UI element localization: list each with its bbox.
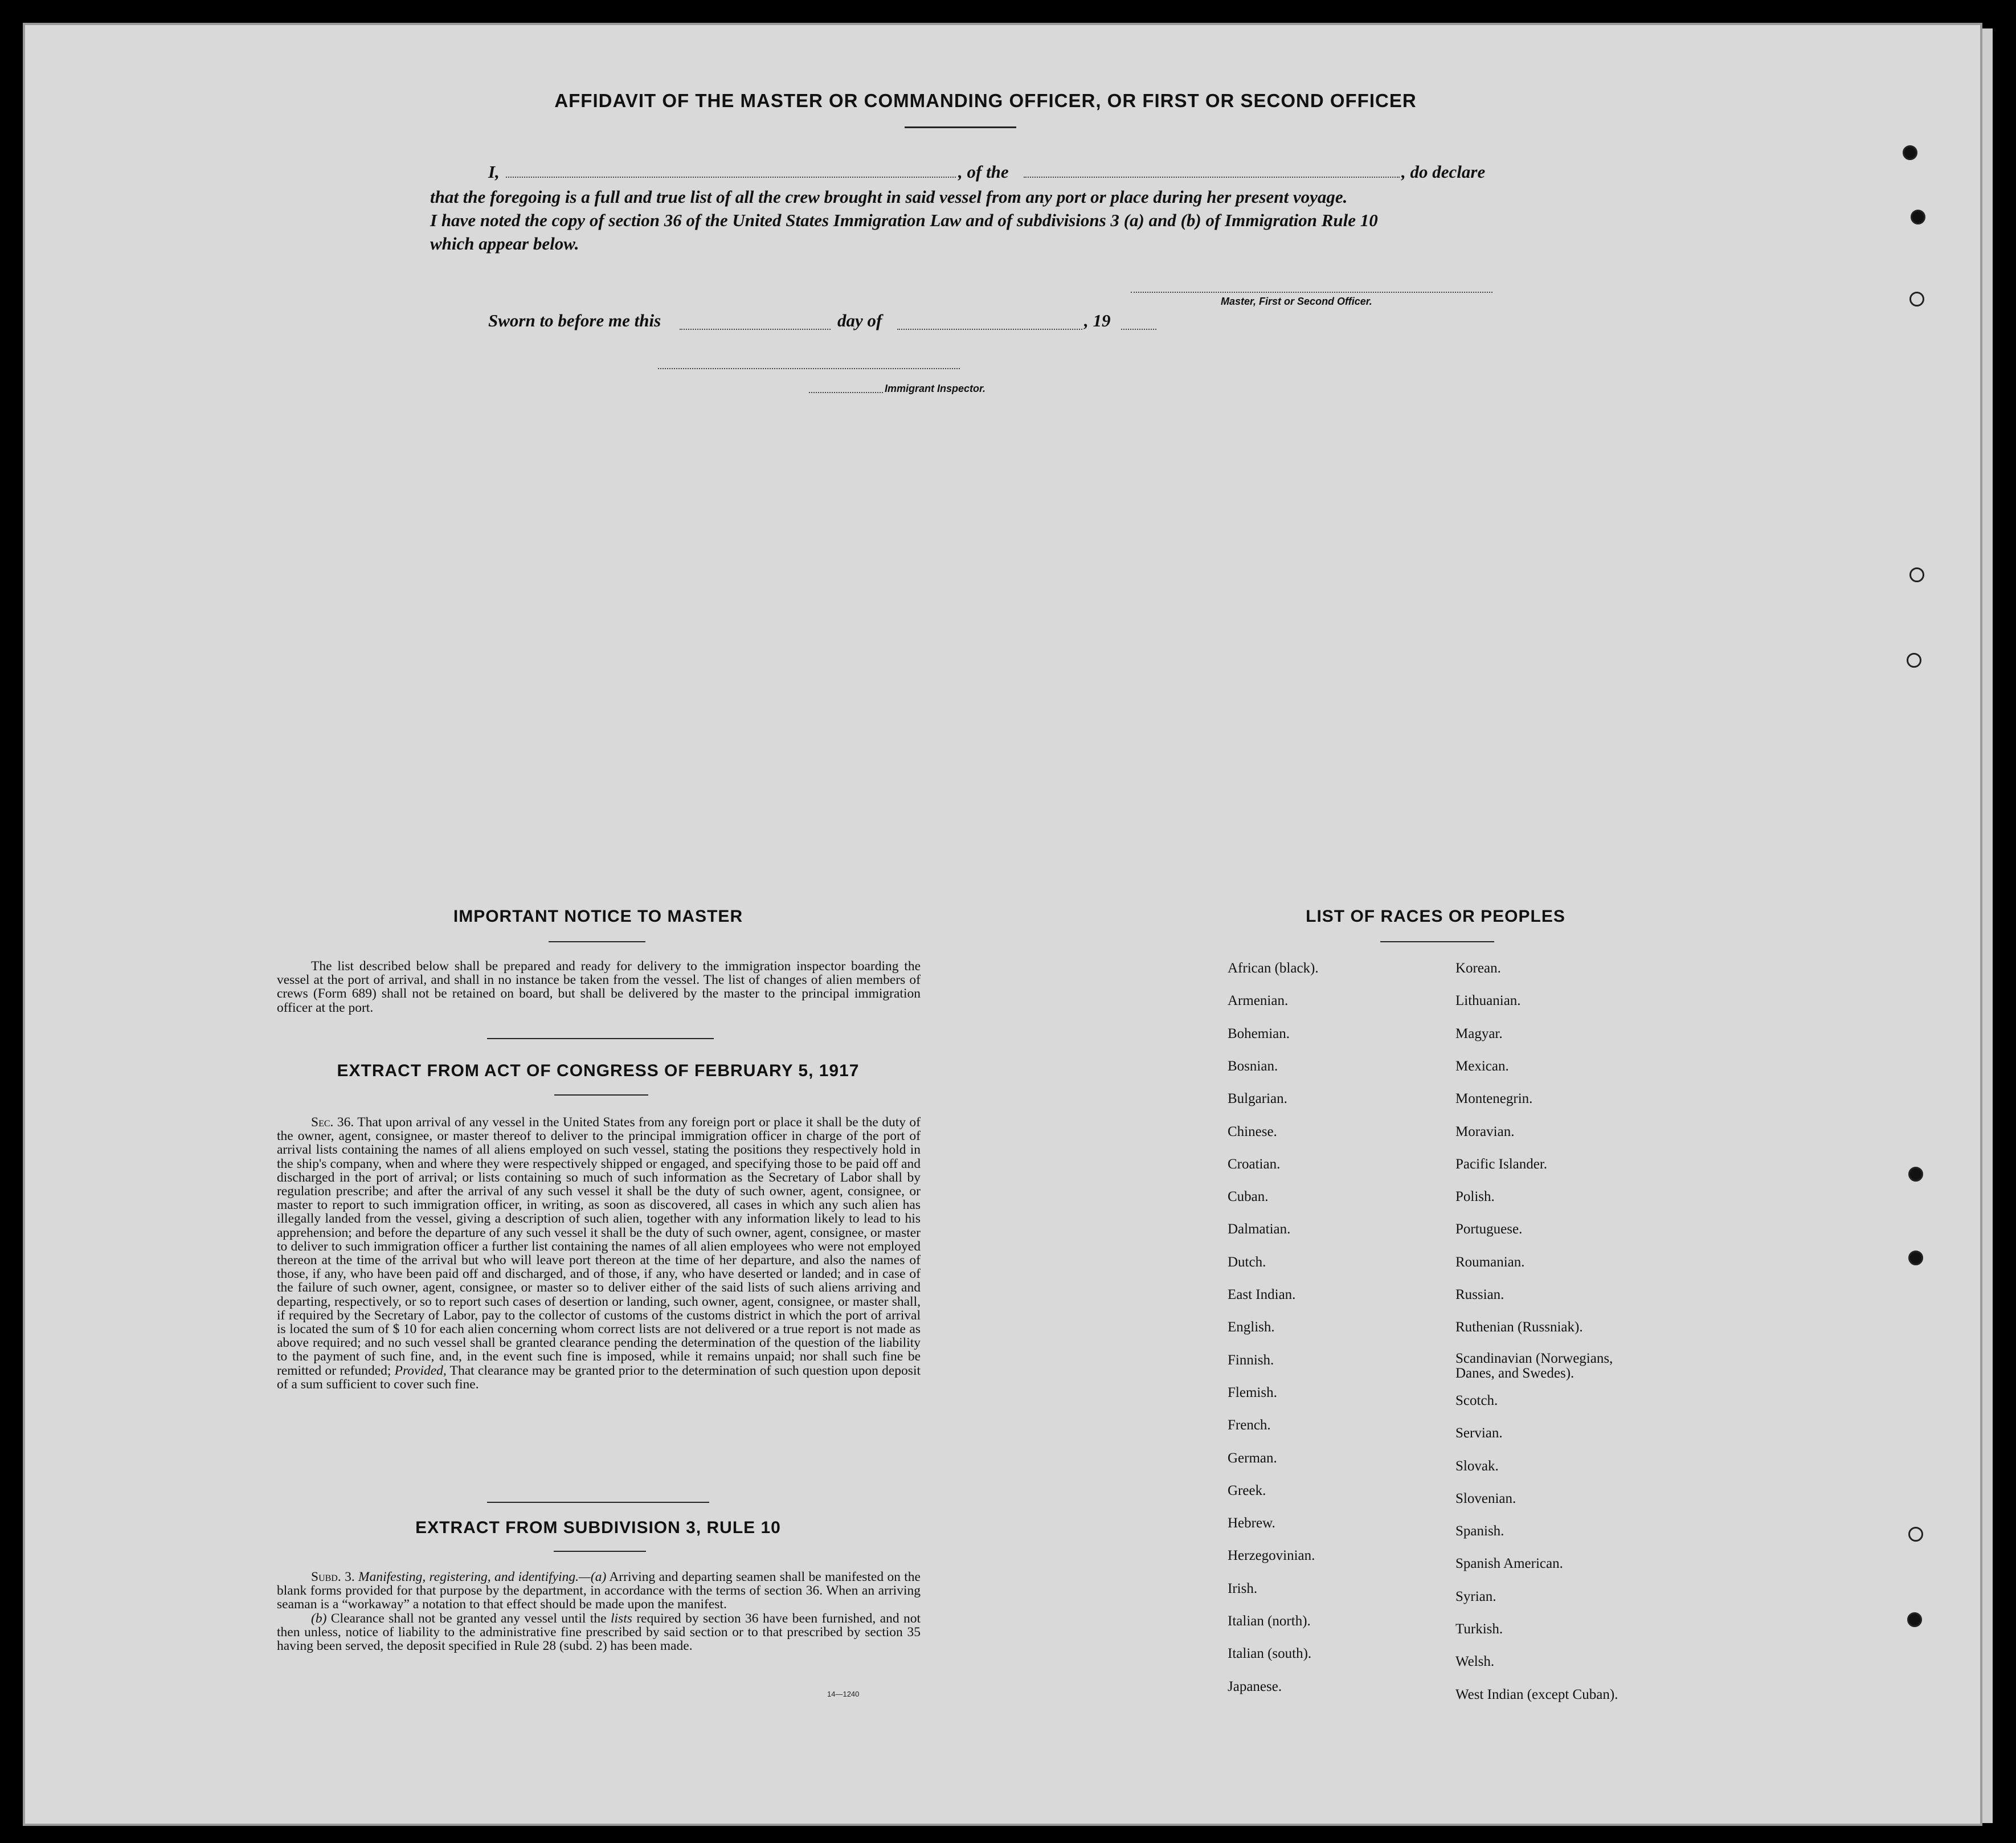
form-number: 14—1240 <box>827 1690 860 1698</box>
race-item: Italian (north). <box>1228 1613 1311 1629</box>
affidavit-line-3: I have noted the copy of section 36 of the United States Immigration Law and of subdivisions 3 (a) and (b) of Immigration Rule 10 <box>430 210 1378 230</box>
day-of-text: day of <box>837 310 882 330</box>
race-item: Finnish. <box>1228 1352 1274 1368</box>
races-title: LIST OF RACES OR PEOPLES <box>1306 907 1565 926</box>
race-item: Montenegrin. <box>1455 1091 1533 1107</box>
race-item: Servian. <box>1455 1425 1503 1441</box>
notice-divider <box>487 1038 714 1039</box>
race-item: Portuguese. <box>1455 1221 1523 1237</box>
race-item: Magyar. <box>1455 1025 1503 1041</box>
inspector-label: Immigrant Inspector. <box>885 383 986 394</box>
race-item: Japanese. <box>1228 1678 1282 1694</box>
binder-hole-icon <box>1908 1527 1923 1542</box>
affidavit-line-2: that the foregoing is a full and true list of all the crew brought in said vessel from any port or place during her present voyage. <box>430 187 1348 207</box>
race-item: East Indian. <box>1228 1287 1296 1302</box>
race-item: German. <box>1228 1450 1277 1466</box>
binder-hole-icon <box>1907 1612 1922 1627</box>
affidavit-declare: , do declare <box>1401 162 1486 182</box>
race-item: Ruthenian (Russniak). <box>1455 1319 1583 1335</box>
act-sec-label: Sec. <box>311 1115 334 1130</box>
race-item: Slovenian. <box>1455 1490 1516 1506</box>
race-item: Lithuanian. <box>1455 993 1521 1009</box>
sworn-year-field[interactable] <box>1121 329 1156 330</box>
race-item: French. <box>1228 1417 1271 1433</box>
race-item: Syrian. <box>1455 1588 1496 1604</box>
inspector-lead-dots <box>809 392 883 393</box>
rule-subd-label: Subd. <box>311 1570 341 1584</box>
binder-hole-icon <box>1909 567 1924 582</box>
race-item: Cuban. <box>1228 1189 1269 1205</box>
vessel-field[interactable] <box>1024 177 1400 178</box>
notice-title: IMPORTANT NOTICE TO MASTER <box>453 907 743 926</box>
binder-hole-icon <box>1909 292 1924 307</box>
binder-hole-icon <box>1908 1167 1923 1182</box>
master-label: Master, First or Second Officer. <box>1221 296 1372 307</box>
affidavit-line-1 <box>488 162 500 182</box>
notice-title-rule <box>549 941 645 942</box>
race-item: Korean. <box>1455 961 1501 976</box>
binder-hole-icon <box>1911 210 1925 224</box>
act-body-a: 36. That upon arrival of any vessel in the United States from any foreign port or place it shall be the duty of the owner, agent, consignee, or master thereof to deliver to the principal immigration officer in charge of the port of arrival lists containing the names of all aliens employed on such vessel, stating the positions they respectively hold in the ship's company, when and where they were respectively shipped or engaged, and specifying those to be paid off and discharged in the port of arrival; or lists containing so much of such information as the Secretary of Labor shall by regulation prescribe; and after the arrival of any such vessel it shall be the duty of such owner, agent, consignee, or master to report to such immigration officer, in writing, as soon as discovered, all cases in which any such alien has illegally landed from the vessel, giving a description of such alien, together with any information likely to lead to his apprehension; and before the departure of any such vessel it shall be the duty of such owner, agent, consignee, or master to deliver to such immigration officer a further list containing the names of all alien employees who were not employed thereon at the time of the arrival but who will leave port thereon at the time of her departure, and also the names of those, if any, who have been paid off and discharged, and of those, if any, who have deserted or landed; and in case of the failure of such owner, agent, consignee, or master so to deliver either of the said lists of such aliens arriving and departing, respectively, or so to report such cases of desertion or landing, such owner, agent, consignee, or master shall, if required by the Secretary of Labor, pay to the collector of customs of the customs district in which the port of arrival is located the sum of $ 10 for each alien concerning whom correct lists are not delivered or a true report is not made as above required; and no such vessel shall be granted clearance pending the determination of the question of the liability to the payment of such fine, and, in the event such fine is imposed, while it remains unpaid; nor shall such fine be remitted or refunded; <box>277 1115 921 1378</box>
act-text <box>277 1115 921 1391</box>
sworn-text: Sworn to before me this <box>488 310 661 330</box>
affidavit-line-4: which appear below. <box>430 234 579 254</box>
race-item: African (black). <box>1228 961 1319 976</box>
race-item: Slovak. <box>1455 1458 1499 1474</box>
race-item: Pacific Islander. <box>1455 1156 1548 1172</box>
race-item: Moravian. <box>1455 1123 1515 1139</box>
race-item: English. <box>1228 1319 1275 1335</box>
race-item: Croatian. <box>1228 1156 1281 1172</box>
affidavit-i: I, <box>488 162 500 182</box>
act-title-rule <box>554 1094 648 1096</box>
race-item: Turkish. <box>1455 1621 1503 1637</box>
races-title-rule <box>1380 941 1494 942</box>
race-item: Spanish American. <box>1455 1556 1563 1572</box>
race-item: West Indian (except Cuban). <box>1455 1686 1618 1702</box>
race-item: Herzegovinian. <box>1228 1548 1315 1564</box>
race-item: Roumanian. <box>1455 1254 1525 1270</box>
race-item: Armenian. <box>1228 993 1289 1009</box>
inspector-signature-field[interactable] <box>658 368 960 369</box>
race-item: Scotch. <box>1455 1392 1498 1408</box>
affidavit-title: AFFIDAVIT OF THE MASTER OR COMMANDING OFFICER, OR FIRST OR SECOND OFFICER <box>554 90 1417 111</box>
act-divider <box>487 1502 709 1503</box>
act-provided: Provided, <box>394 1363 447 1378</box>
notice-text <box>277 959 921 1015</box>
binder-hole-icon <box>1903 145 1917 160</box>
year-text: , 19 <box>1084 310 1111 330</box>
affidavit-of-the: , of the <box>958 162 1009 182</box>
race-item: Polish. <box>1455 1189 1495 1205</box>
race-item: Mexican. <box>1455 1058 1509 1074</box>
rule-title: EXTRACT FROM SUBDIVISION 3, RULE 10 <box>415 1518 781 1537</box>
race-item: Greek. <box>1228 1482 1266 1498</box>
rule-lists-word: lists <box>611 1611 632 1626</box>
race-item: Bulgarian. <box>1228 1091 1287 1107</box>
race-item: Chinese. <box>1228 1123 1277 1139</box>
race-item: Bosnian. <box>1228 1058 1278 1074</box>
master-signature-field[interactable] <box>1131 292 1492 293</box>
race-item: Russian. <box>1455 1287 1504 1302</box>
binder-hole-icon <box>1907 653 1921 668</box>
race-item: Dutch. <box>1228 1254 1266 1270</box>
rule-subd-heading: Manifesting, registering, and identifying.—(a) <box>358 1570 607 1584</box>
race-item: Scandinavian (Norwegians, Danes, and Swedes). <box>1455 1350 1613 1381</box>
rule-title-rule <box>554 1551 646 1552</box>
rule-body-b2: required by section 36 have been furnished, and not then unless, notice of liability to the administrative fine prescribed by said section or to that prescribed by section 35 having been served, the deposit specified in Rule 28 (subd. 2) has been made. <box>277 1611 921 1654</box>
race-item: Spanish. <box>1455 1523 1504 1539</box>
rule-body-b1: Clearance shall not be granted any vessel until the <box>330 1611 607 1626</box>
affidavit-title-rule <box>905 126 1016 128</box>
race-item: Flemish. <box>1228 1384 1277 1400</box>
race-item: Welsh. <box>1455 1654 1495 1670</box>
binder-hole-icon <box>1908 1251 1923 1265</box>
race-item: Dalmatian. <box>1228 1221 1291 1237</box>
act-title: EXTRACT FROM ACT OF CONGRESS OF FEBRUARY 5, 1917 <box>337 1061 860 1080</box>
rule-body-a: Arriving and departing seamen shall be manifested on the blank forms provided for that purpose by the department, in accordance with the terms of section 36. When an arriving seaman is a “workaway” a notation to that effect should be made upon the manifest. <box>277 1570 921 1612</box>
race-item: Italian (south). <box>1228 1646 1312 1662</box>
race-item: Hebrew. <box>1228 1515 1275 1531</box>
sworn-day-field[interactable] <box>680 329 831 330</box>
name-field[interactable] <box>506 177 956 178</box>
rule-b-label: (b) <box>311 1611 327 1626</box>
sworn-month-field[interactable] <box>897 329 1082 330</box>
act-body-b: That clearance may be granted prior to the determination of such question upon deposit of a sum sufficient to cover such fine. <box>277 1363 921 1392</box>
rule-text <box>277 1570 921 1653</box>
race-item: Irish. <box>1228 1580 1258 1596</box>
race-item: Bohemian. <box>1228 1025 1290 1041</box>
rule-subd-num: 3. <box>345 1570 355 1584</box>
notice-body: The list described below shall be prepared and ready for delivery to the immigration inspector boarding the vessel at the port of arrival, and shall in no instance be taken from the vessel. The list of changes of alien members of crews (Form 689) shall not be retained on board, but shall be delivered by the master to the principal immigration officer at the port. <box>277 959 921 1015</box>
